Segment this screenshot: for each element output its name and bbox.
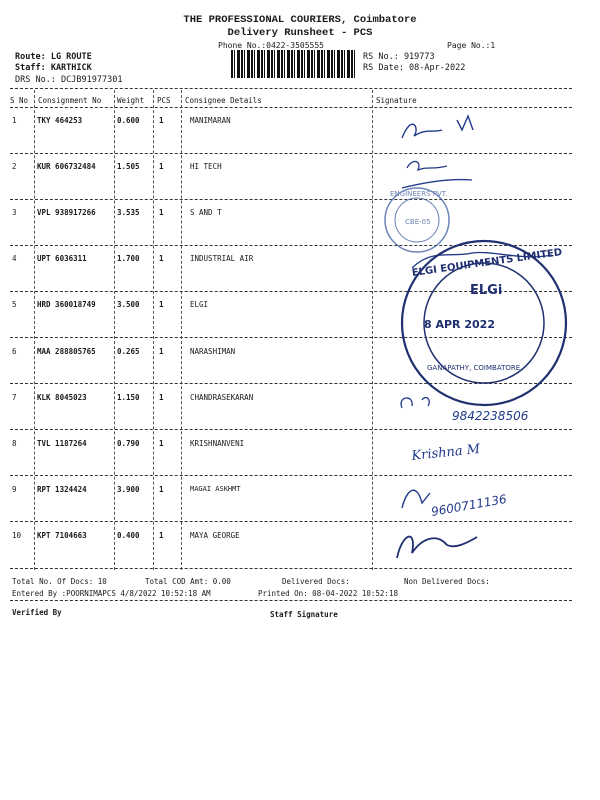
rs-number: RS No.: 919773 — [363, 52, 435, 62]
elgi-stamp-center: ELGi — [470, 283, 503, 298]
row-consignment: KUR 606732484 — [37, 162, 96, 171]
row-consignment: TKY 464253 — [37, 116, 83, 125]
row-pcs: 1 — [159, 300, 164, 309]
row-weight: 0.400 — [117, 531, 140, 540]
engineers-stamp-ring: ENGINEERS PVT. — [390, 190, 448, 198]
row-weight: 0.600 — [117, 116, 140, 125]
drs-number: DRS No.: DCJB91977301 — [15, 75, 123, 85]
col-header-consignment: Consignment No — [38, 96, 102, 105]
row-pcs: 1 — [159, 393, 164, 402]
col-header-consignee: Consignee Details — [185, 96, 262, 105]
engineers-stamp — [385, 188, 449, 252]
row-pcs: 1 — [159, 162, 164, 171]
row-consignment: KLK 8045023 — [37, 393, 87, 402]
row-weight: 3.900 — [117, 485, 140, 494]
route: Route: LG ROUTE — [15, 52, 92, 62]
elgi-stamp — [402, 241, 566, 405]
printed-on: Printed On: 08-04-2022 10:52:18 — [258, 589, 398, 598]
row-weight: 1.700 — [117, 254, 140, 263]
col-header-sno: S No — [10, 96, 29, 105]
row-consignee: ELGI — [190, 300, 209, 309]
row-weight: 0.265 — [117, 347, 140, 356]
row-sno: 6 — [12, 347, 17, 356]
total-docs: Total No. Of Docs: 10 — [12, 577, 107, 586]
signature-10 — [397, 537, 477, 558]
elgi-stamp-date: 8 APR 2022 — [424, 318, 495, 331]
elgi-stamp-ring-bottom: GANAPATHY, COIMBATORE — [427, 364, 521, 372]
barcode — [231, 50, 355, 78]
row-pcs: 1 — [159, 208, 164, 217]
entered-by: Entered By :POORNIMAPCS 4/8/2022 10:52:18 AM — [12, 589, 211, 598]
row-consignment: TVL 1187264 — [37, 439, 87, 448]
row-sno: 10 — [12, 531, 22, 540]
handwritten-phone-7: 9842238506 — [452, 409, 529, 423]
row-consignee: HI TECH — [190, 162, 222, 171]
delivered-docs: Delivered Docs: — [282, 577, 350, 586]
company-name: THE PROFESSIONAL COURIERS, Coimbatore — [183, 14, 417, 26]
col-header-weight: Weight — [117, 96, 145, 105]
col-header-signature: Signature — [376, 96, 417, 105]
row-pcs: 1 — [159, 116, 164, 125]
row-sno: 2 — [12, 162, 17, 171]
signature-9 — [402, 490, 430, 508]
row-weight: 1.505 — [117, 162, 140, 171]
row-sno: 4 — [12, 254, 17, 263]
row-sno: 5 — [12, 300, 17, 309]
row-weight: 0.790 — [117, 439, 140, 448]
signature-area — [372, 108, 592, 570]
rs-date: RS Date: 08-Apr-2022 — [363, 63, 466, 73]
sheet-title: Delivery Runsheet - PCS — [227, 27, 373, 39]
row-pcs: 1 — [159, 254, 164, 263]
signature-7 — [401, 398, 429, 408]
signature-2 — [402, 161, 472, 188]
row-consignee: S AND T — [190, 208, 222, 217]
row-consignee: NARASHIMAN — [190, 347, 236, 356]
row-pcs: 1 — [159, 485, 164, 494]
signature-1 — [402, 116, 473, 138]
phone-number: Phone No.:0422-3505555 — [218, 41, 324, 50]
row-consignee: MAGAI ASKHMT — [190, 485, 241, 493]
row-sno: 8 — [12, 439, 17, 448]
elgi-stamp-ring-top: ELGI EQUIPMENTS LIMITED — [411, 247, 563, 280]
row-pcs: 1 — [159, 347, 164, 356]
row-sno: 9 — [12, 485, 17, 494]
row-weight: 3.535 — [117, 208, 140, 217]
row-consignee: CHANDRASEKARAN — [190, 393, 254, 402]
engineers-stamp-center: CBE-05 — [405, 218, 431, 226]
col-sep — [153, 90, 154, 570]
row-sno: 3 — [12, 208, 17, 217]
row-consignee: KRISHNANVENI — [190, 439, 245, 448]
staff-signature: Staff Signature — [270, 610, 338, 619]
total-cod: Total COD Amt: 0.00 — [145, 577, 231, 586]
row-weight: 3.500 — [117, 300, 140, 309]
non-delivered-docs: Non Delivered Docs: — [404, 577, 490, 586]
row-consignment: KPT 7104663 — [37, 531, 87, 540]
footer-rule — [10, 600, 572, 601]
col-sep — [114, 90, 115, 570]
col-sep — [34, 90, 35, 570]
row-sno: 1 — [12, 116, 17, 125]
page-number: Page No.:1 — [447, 41, 496, 50]
row-consignment: RPT 1324424 — [37, 485, 87, 494]
row-consignee: MAYA GEORGE — [190, 531, 240, 540]
row-consignment: UPT 6036311 — [37, 254, 87, 263]
handwritten-name-8: Krishna M — [410, 441, 481, 464]
row-sno: 7 — [12, 393, 17, 402]
col-header-pcs: PCS — [157, 96, 171, 105]
row-pcs: 1 — [159, 439, 164, 448]
row-weight: 1.150 — [117, 393, 140, 402]
row-consignment: VPL 938917266 — [37, 208, 96, 217]
row-consignee: INDUSTRIAL AIR — [190, 254, 254, 263]
table-top-rule — [10, 88, 572, 89]
col-sep — [181, 90, 182, 570]
row-consignee: MANIMARAN — [190, 116, 231, 125]
row-consignment: HRD 360018749 — [37, 300, 96, 309]
handwritten-phone-9: 9600711136 — [430, 491, 508, 519]
row-pcs: 1 — [159, 531, 164, 540]
row-consignment: MAA 288805765 — [37, 347, 96, 356]
verified-by: Verified By — [12, 608, 62, 617]
staff: Staff: KARTHICK — [15, 63, 92, 73]
